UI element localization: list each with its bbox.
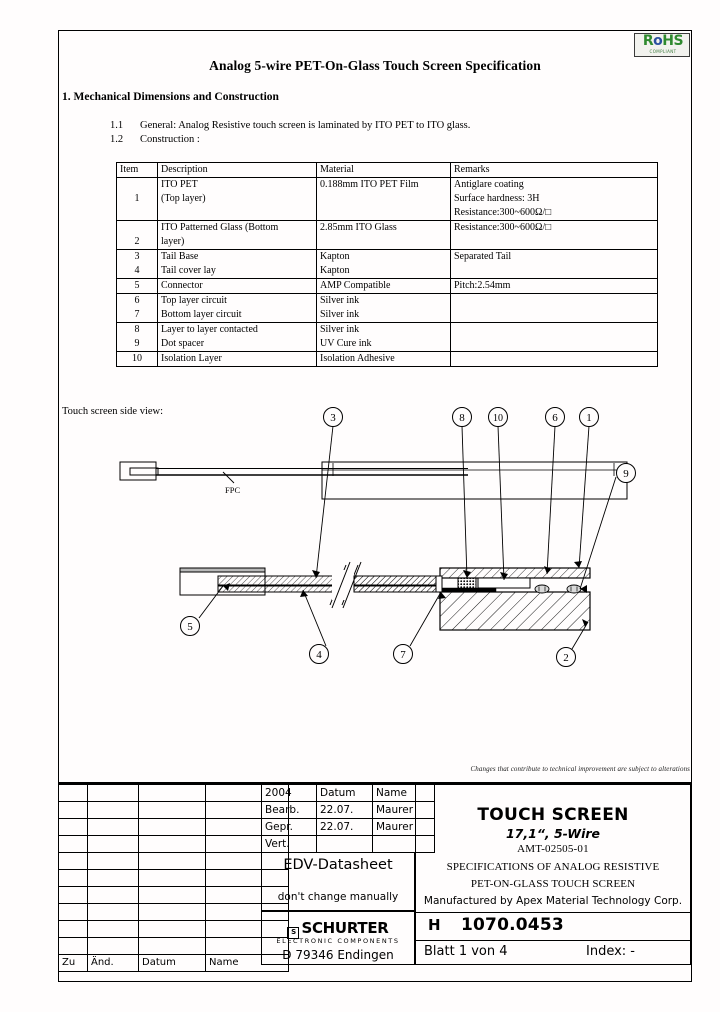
table-header-row bbox=[117, 163, 658, 178]
approval-year: 2004 bbox=[262, 785, 317, 802]
revision-header-zu: Zu bbox=[59, 955, 88, 972]
cell-description: Tail Base bbox=[158, 250, 317, 265]
technical-drawing bbox=[58, 400, 692, 760]
cell-material: 2.85mm ITO Glass bbox=[317, 221, 451, 236]
svg-text:4: 4 bbox=[316, 649, 322, 661]
panel-divider-2 bbox=[416, 940, 690, 941]
cell-material: Isolation Adhesive bbox=[317, 352, 451, 367]
table-row bbox=[117, 323, 658, 338]
approval-header-row bbox=[262, 785, 435, 802]
table-row bbox=[117, 250, 658, 265]
item-1-2-text: Construction : bbox=[140, 134, 200, 145]
schurter-mark-icon: S bbox=[287, 927, 299, 939]
svg-text:1: 1 bbox=[586, 412, 592, 424]
product-spec-line-1: SPECIFICATIONS OF ANALOG RESISTIVE bbox=[446, 861, 660, 873]
callout-7 bbox=[394, 645, 413, 664]
rohs-logo bbox=[634, 33, 690, 57]
schurter-wordmark bbox=[262, 919, 414, 938]
callout-2 bbox=[557, 648, 576, 667]
product-size: 17,1“, 5-Wire bbox=[505, 826, 601, 841]
doc-prefix: H bbox=[428, 916, 441, 934]
revision-header-and: Änd. bbox=[88, 955, 139, 972]
cell-item: 4 bbox=[117, 264, 158, 279]
cell-remarks: Resistance:300~600Ω/□ bbox=[451, 206, 658, 221]
table-row bbox=[117, 352, 658, 367]
approval-date: 22.07. bbox=[317, 819, 373, 836]
cell-remarks bbox=[451, 308, 658, 323]
cell-remarks: Separated Tail bbox=[451, 250, 658, 265]
approval-row bbox=[262, 802, 435, 819]
svg-text:3: 3 bbox=[330, 412, 336, 424]
revision-header-datum: Datum bbox=[139, 955, 206, 972]
product-info bbox=[416, 785, 690, 912]
cell-remarks bbox=[451, 337, 658, 352]
cell-remarks bbox=[451, 294, 658, 309]
cell-item: 1 bbox=[117, 192, 158, 206]
cell-material: Silver ink bbox=[317, 308, 451, 323]
title-block bbox=[58, 782, 692, 982]
cell-description: Bottom layer circuit bbox=[158, 308, 317, 323]
callout-1 bbox=[580, 408, 599, 427]
cell-remarks bbox=[451, 235, 658, 250]
cell-description: Top layer circuit bbox=[158, 294, 317, 309]
cell-material: Silver ink bbox=[317, 323, 451, 338]
approval-row bbox=[262, 819, 435, 836]
approval-table bbox=[261, 784, 435, 853]
revision-row bbox=[59, 904, 289, 921]
product-spec-line-2: PET-ON-GLASS TOUCH SCREEN bbox=[470, 878, 636, 890]
cell-item bbox=[117, 221, 158, 236]
svg-text:8: 8 bbox=[459, 412, 465, 424]
table-row bbox=[117, 192, 658, 206]
cell-material bbox=[317, 206, 451, 221]
approval-role: Vert. bbox=[262, 836, 317, 853]
revision-row bbox=[59, 819, 289, 836]
cell-description: ITO PET bbox=[158, 178, 317, 193]
cell-remarks: Pitch:2.54mm bbox=[451, 279, 658, 294]
revision-row bbox=[59, 802, 289, 819]
callout-8 bbox=[453, 408, 472, 427]
schurter-name: SCHURTER bbox=[301, 919, 389, 937]
cell-remarks: Resistance:300~600Ω/□ bbox=[451, 221, 658, 236]
table-row bbox=[117, 206, 658, 221]
cell-material: AMP Compatible bbox=[317, 279, 451, 294]
callout-4 bbox=[310, 645, 329, 664]
table-row bbox=[117, 279, 658, 294]
item-1-1-number: 1.1 bbox=[110, 120, 124, 131]
table-row bbox=[117, 235, 658, 250]
cell-description: Isolation Layer bbox=[158, 352, 317, 367]
header-item: Item bbox=[117, 163, 158, 178]
company-logo-box bbox=[261, 911, 415, 965]
cell-material bbox=[317, 235, 451, 250]
product-title-panel bbox=[415, 784, 691, 965]
svg-text:7: 7 bbox=[400, 649, 406, 661]
cell-material: Kapton bbox=[317, 264, 451, 279]
approval-col-name: Name bbox=[373, 785, 435, 802]
svg-text:9: 9 bbox=[623, 468, 629, 480]
approval-name: Maurer bbox=[373, 819, 435, 836]
cell-remarks: Antiglare coating bbox=[451, 178, 658, 193]
callout-5 bbox=[181, 617, 200, 636]
cell-description: ITO Patterned Glass (Bottom bbox=[158, 221, 317, 236]
revision-row bbox=[59, 921, 289, 938]
cell-item: 2 bbox=[117, 235, 158, 250]
sideview-label: Touch screen side view: bbox=[62, 406, 164, 417]
product-name: TOUCH SCREEN bbox=[477, 805, 629, 825]
table-row bbox=[117, 294, 658, 309]
table-row bbox=[117, 337, 658, 352]
cell-item: 6 bbox=[117, 294, 158, 309]
cell-item: 7 bbox=[117, 308, 158, 323]
cell-description bbox=[158, 206, 317, 221]
rohs-logo-text: RoHS bbox=[642, 33, 684, 49]
approval-row bbox=[262, 836, 435, 853]
callout-9 bbox=[617, 464, 636, 483]
table-row bbox=[117, 264, 658, 279]
cell-remarks bbox=[451, 352, 658, 367]
cell-description: Layer to layer contacted bbox=[158, 323, 317, 338]
callout-6 bbox=[546, 408, 565, 427]
cell-item bbox=[117, 206, 158, 221]
revision-header-name: Name bbox=[206, 955, 289, 972]
header-remarks: Remarks bbox=[451, 163, 658, 178]
approval-role: Bearb. bbox=[262, 802, 317, 819]
product-manufacturer: Manufactured by Apex Material Technology Corp. bbox=[423, 895, 683, 907]
edv-note: don't change manually bbox=[277, 891, 399, 903]
cell-remarks bbox=[451, 264, 658, 279]
item-1-2-number: 1.2 bbox=[110, 134, 124, 145]
svg-text:2: 2 bbox=[563, 652, 569, 664]
item-1-1-text: General: Analog Resistive touch screen is laminated by ITO PET to ITO glass. bbox=[140, 120, 471, 131]
svg-text:5: 5 bbox=[187, 621, 193, 633]
cell-material: UV Cure ink bbox=[317, 337, 451, 352]
alterations-disclaimer: Changes that contribute to technical improvement are subject to alterations bbox=[470, 765, 690, 773]
revision-row bbox=[59, 853, 289, 870]
table-row bbox=[117, 221, 658, 236]
cell-description: Dot spacer bbox=[158, 337, 317, 352]
edv-title: EDV-Datasheet bbox=[283, 857, 393, 873]
cell-material: Silver ink bbox=[317, 294, 451, 309]
approval-role: Gepr. bbox=[262, 819, 317, 836]
table-row bbox=[117, 308, 658, 323]
cell-item: 9 bbox=[117, 337, 158, 352]
edv-box bbox=[261, 852, 415, 911]
revision-row bbox=[59, 938, 289, 955]
svg-text:6: 6 bbox=[552, 412, 558, 424]
cell-material bbox=[317, 192, 451, 206]
cell-remarks bbox=[451, 323, 658, 338]
approval-date: 22.07. bbox=[317, 802, 373, 819]
doc-number: 1070.0453 bbox=[461, 915, 564, 935]
callout-3 bbox=[324, 408, 343, 427]
approval-col-datum: Datum bbox=[317, 785, 373, 802]
revision-row bbox=[59, 836, 289, 853]
cell-item: 8 bbox=[117, 323, 158, 338]
product-part-number: AMT-02505-01 bbox=[517, 843, 589, 855]
cell-remarks: Surface hardness: 3H bbox=[451, 192, 658, 206]
approval-date bbox=[317, 836, 373, 853]
cell-description: (Top layer) bbox=[158, 192, 317, 206]
revision-row bbox=[59, 887, 289, 904]
cell-description: layer) bbox=[158, 235, 317, 250]
revision-index: Index: - bbox=[586, 944, 635, 959]
revision-table bbox=[58, 784, 289, 972]
company-address: D 79346 Endingen bbox=[282, 948, 394, 962]
page-title: Analog 5-wire PET-On-Glass Touch Screen Specification bbox=[209, 58, 541, 73]
cell-item bbox=[117, 178, 158, 193]
approval-name: Maurer bbox=[373, 802, 435, 819]
rohs-logo-subtext: COMPLIANT bbox=[649, 49, 677, 54]
fpc-label-text: FPC bbox=[225, 485, 241, 495]
cell-description: Tail cover lay bbox=[158, 264, 317, 279]
cell-material: 0.188mm ITO PET Film bbox=[317, 178, 451, 193]
company-tagline: ELECTRONIC COMPONENTS bbox=[276, 937, 400, 945]
panel-divider bbox=[416, 912, 690, 913]
cell-item: 5 bbox=[117, 279, 158, 294]
cell-description: Connector bbox=[158, 279, 317, 294]
cross-section-diagram bbox=[180, 562, 590, 630]
table-row bbox=[117, 178, 658, 193]
sheet-number: Blatt 1 von 4 bbox=[424, 944, 508, 959]
header-material: Material bbox=[317, 163, 451, 178]
svg-text:10: 10 bbox=[493, 413, 503, 424]
revision-header-row bbox=[59, 955, 289, 972]
cell-item: 10 bbox=[117, 352, 158, 367]
revision-row bbox=[59, 785, 289, 802]
header-description: Description bbox=[158, 163, 317, 178]
section-heading: 1. Mechanical Dimensions and Construction bbox=[62, 91, 279, 103]
cell-item: 3 bbox=[117, 250, 158, 265]
revision-row bbox=[59, 870, 289, 887]
callout-10 bbox=[489, 408, 508, 427]
cell-material: Kapton bbox=[317, 250, 451, 265]
construction-table bbox=[116, 162, 658, 367]
